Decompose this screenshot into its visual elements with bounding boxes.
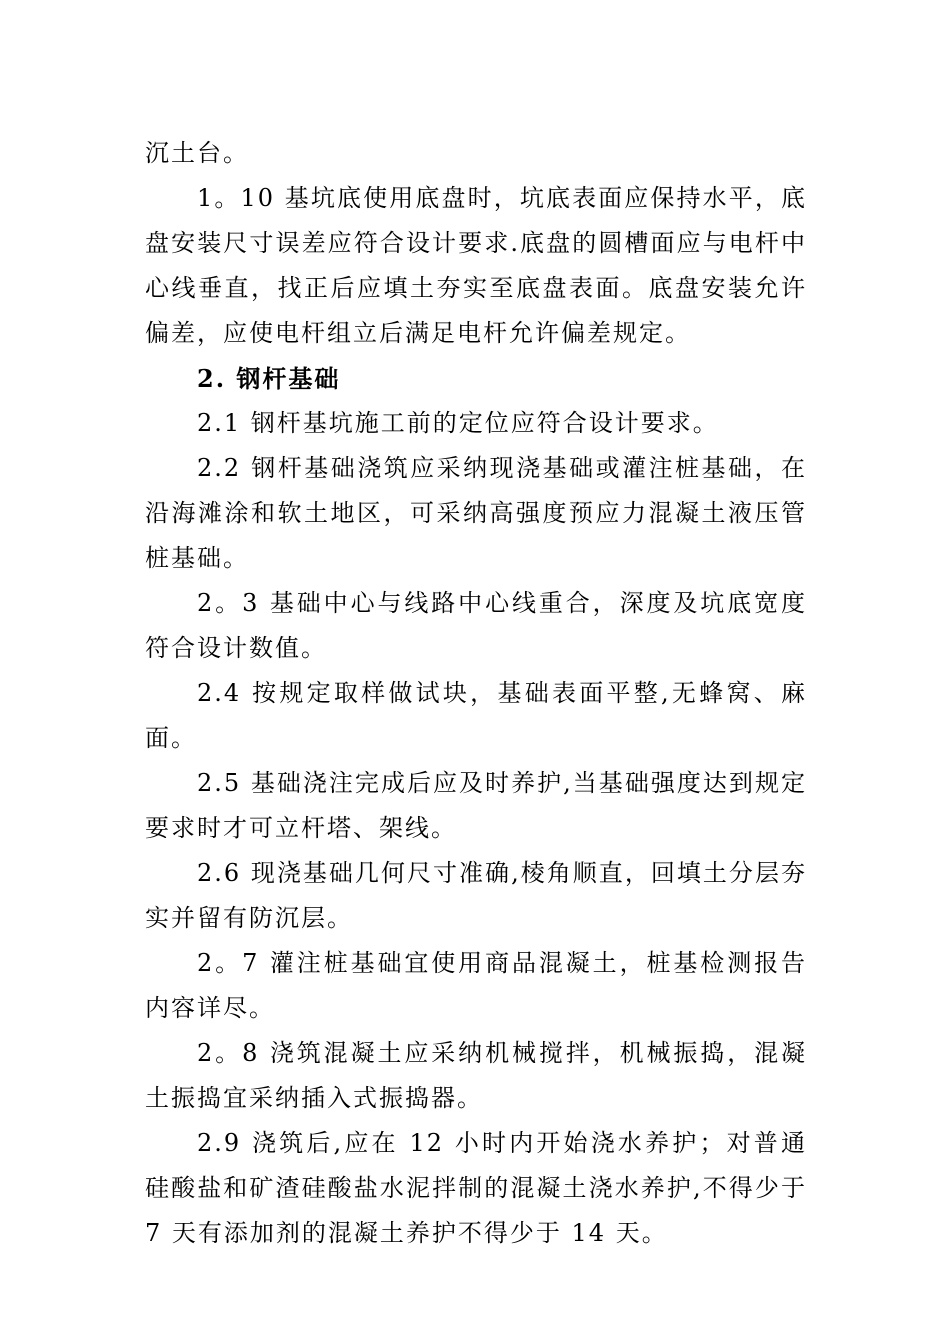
paragraph-continuation: 沉土台。	[145, 139, 249, 167]
paragraph-2-1: 2.1 钢杆基坑施工前的定位应符合设计要求。	[197, 409, 719, 437]
paragraph-2-6: 2.6 现浇基础几何尺寸准确,棱角顺直，回填土分层夯实并留有防沉层。	[145, 859, 807, 932]
paragraph-2-4: 2.4 按规定取样做试块，基础表面平整,无蜂窝、麻面。	[145, 679, 807, 752]
section-heading-steel-pole-foundation: 2. 钢杆基础	[197, 364, 341, 393]
paragraph-2-7: 2。7 灌注桩基础宜使用商品混凝土，桩基检测报告内容详尽。	[145, 949, 807, 1022]
paragraph-2-8: 2。8 浇筑混凝土应采纳机械搅拌，机械振捣，混凝土振捣宜采纳插入式振捣器。	[145, 1039, 807, 1112]
paragraph-2-9: 2.9 浇筑后,应在 12 小时内开始浇水养护；对普通硅酸盐和矿渣硅酸盐水泥拌制的混凝土浇水养护,不得少于 7 天有添加剂的混凝土养护不得少于 14 天。	[145, 1129, 807, 1247]
paragraph-1-10: 1。10 基坑底使用底盘时，坑底表面应保持水平，底盘安装尺寸误差应符合设计要求.底盘的圆槽面应与电杆中心线垂直，找正后应填土夯实至底盘表面。底盘安装允许偏差，应使电杆组立后满足电杆允许偏差规定。	[145, 184, 807, 347]
paragraph-2-5: 2.5 基础浇注完成后应及时养护,当基础强度达到规定要求时才可立杆塔、架线。	[145, 769, 807, 842]
document-body	[145, 131, 807, 1256]
paragraph-2-2: 2.2 钢杆基础浇筑应采纳现浇基础或灌注桩基础，在沿海滩涂和软土地区，可采纳高强度预应力混凝土液压管桩基础。	[145, 454, 807, 572]
paragraph-2-3: 2。3 基础中心与线路中心线重合，深度及坑底宽度符合设计数值。	[145, 589, 807, 662]
